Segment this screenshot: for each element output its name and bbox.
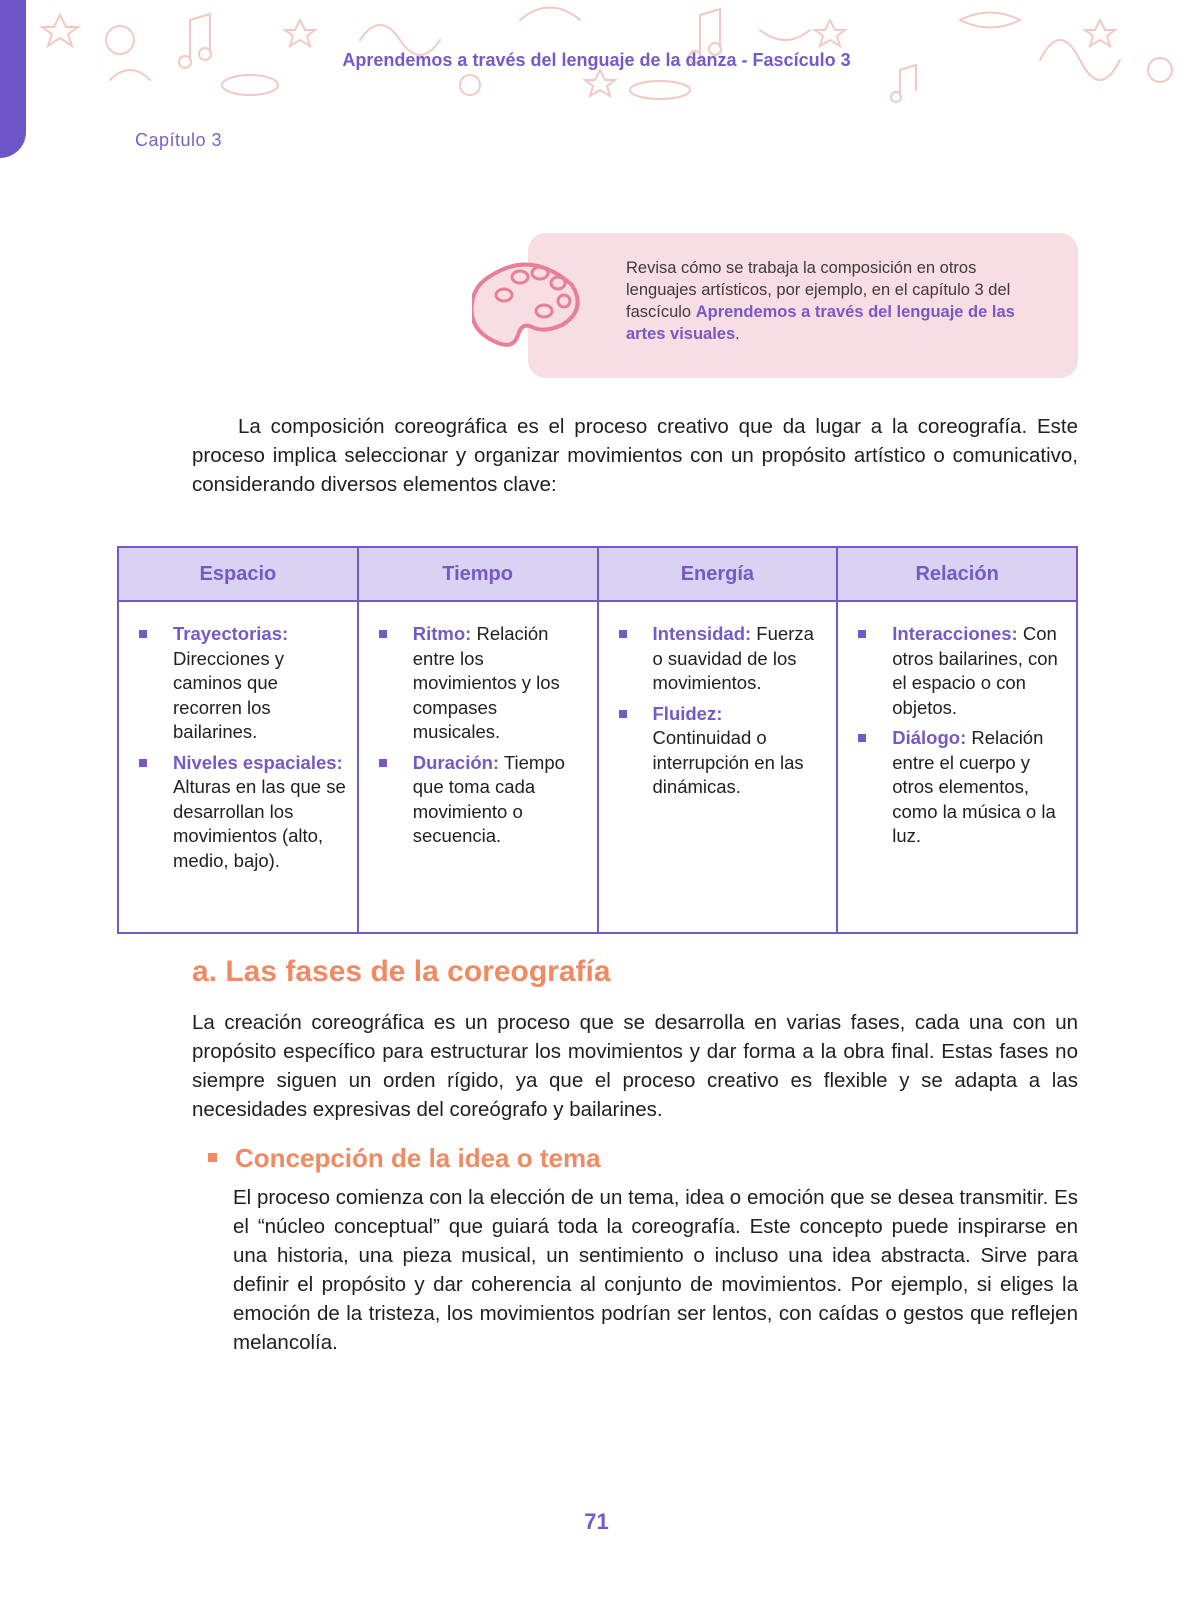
list-item	[858, 622, 1066, 720]
table-header-cell: Relación	[837, 547, 1077, 601]
square-bullet-icon	[619, 710, 627, 718]
item-term: Diálogo:	[892, 727, 967, 748]
list-item	[619, 622, 827, 696]
chapter-side-tab	[0, 0, 26, 158]
callout-text-end: .	[735, 325, 740, 343]
square-bullet-icon	[139, 759, 147, 767]
list-item	[858, 726, 1066, 849]
table-header-cell: Energía	[598, 547, 838, 601]
list-item	[139, 622, 347, 745]
header-title: Aprendemos a través del lenguaje de la danza - Fascículo 3	[342, 50, 851, 70]
item-desc: Fuerza o suavidad de los movimientos.	[652, 623, 814, 693]
table-header-cell: Tiempo	[358, 547, 598, 601]
item-term: Ritmo:	[412, 623, 472, 644]
section-title: a. Las fases de la coreografía	[192, 955, 611, 988]
item-term: Intensidad:	[652, 623, 752, 644]
palette-icon	[472, 255, 582, 350]
subsection-title: Concepción de la idea o tema	[235, 1143, 601, 1173]
list-item	[379, 622, 587, 745]
square-bullet-icon	[379, 759, 387, 767]
subsection-paragraph: El proceso comienza con la elección de un tema, idea o emoción que se desea transmitir. Es el “núcleo conceptual” que guiará toda la coreografía. Este concepto puede inspirarse en una historia, una pieza musical, un sentimiento o incluso una idea abstracta. Sirve para definir el propósito y dar coherencia al conjunto de movimientos. Por ejemplo, si eliges la emoción de la tristeza, los movimientos podrían ser lentos, con caídas o gestos que reflejen melancolía.	[233, 1186, 1078, 1354]
table-header-row	[118, 547, 1077, 601]
square-bullet-icon	[858, 630, 866, 638]
square-bullet-icon	[208, 1153, 217, 1162]
callout-text	[626, 257, 1051, 345]
item-term: Fluidez:	[652, 702, 723, 724]
subsection-heading	[208, 1143, 601, 1174]
square-bullet-icon	[619, 630, 627, 638]
table-row	[118, 601, 1077, 933]
table-header-cell: Espacio	[118, 547, 358, 601]
item-desc: Direcciones y caminos que recorren los bailarines.	[173, 647, 285, 742]
table-cell-relacion	[837, 601, 1077, 933]
item-term: Niveles espaciales:	[173, 751, 343, 773]
item-desc: Relación entre los movimientos y los compases musicales.	[412, 623, 560, 742]
table-cell-espacio	[118, 601, 358, 933]
callout-book-title: Aprendemos a través del lenguaje de las artes visuales	[626, 303, 1015, 343]
square-bullet-icon	[139, 630, 147, 638]
composition-elements-table	[117, 546, 1078, 934]
callout-text-plain: Revisa cómo se trabaja la composición en otros lenguajes artísticos, por ejemplo, en el capítulo 3 del fascículo	[626, 259, 1011, 321]
item-term: Interacciones:	[892, 623, 1018, 644]
item-desc: Con otros bailarines, con el espacio o con objetos.	[892, 623, 1058, 718]
list-item	[139, 751, 347, 874]
item-desc: Relación entre el cuerpo y otros elementos, como la música o la luz.	[892, 727, 1056, 846]
item-desc: Continuidad o interrupción en las dinámicas.	[652, 727, 804, 797]
table-cell-tiempo	[358, 601, 598, 933]
list-item	[379, 751, 587, 849]
item-desc: Tiempo que toma cada movimiento o secuencia.	[412, 751, 565, 846]
list-item	[619, 702, 827, 800]
chapter-label: Capítulo 3	[135, 130, 223, 150]
square-bullet-icon	[379, 630, 387, 638]
intro-paragraph: La composición coreográfica es el proceso creativo que da lugar a la coreografía. Este proceso implica seleccionar y organizar movimientos con un propósito artístico o comunicativo, considerando diversos elementos clave:	[192, 415, 1078, 496]
item-desc: Alturas en las que se desarrollan los movimientos (alto, medio, bajo).	[173, 776, 346, 871]
item-term: Trayectorias:	[173, 623, 289, 644]
table-cell-energia	[598, 601, 838, 933]
square-bullet-icon	[858, 734, 866, 742]
item-term: Duración:	[412, 751, 500, 773]
page-number: 71	[584, 1509, 609, 1534]
section-paragraph: La creación coreográfica es un proceso que se desarrolla en varias fases, cada una con un propósito específico para estructurar los movimientos y dar forma a la obra final. Estas fases no siempre siguen un orden rígido, ya que el proceso creativo es flexible y se adapta a las necesidades expresivas del coreógrafo y bailarines.	[192, 1011, 1078, 1121]
